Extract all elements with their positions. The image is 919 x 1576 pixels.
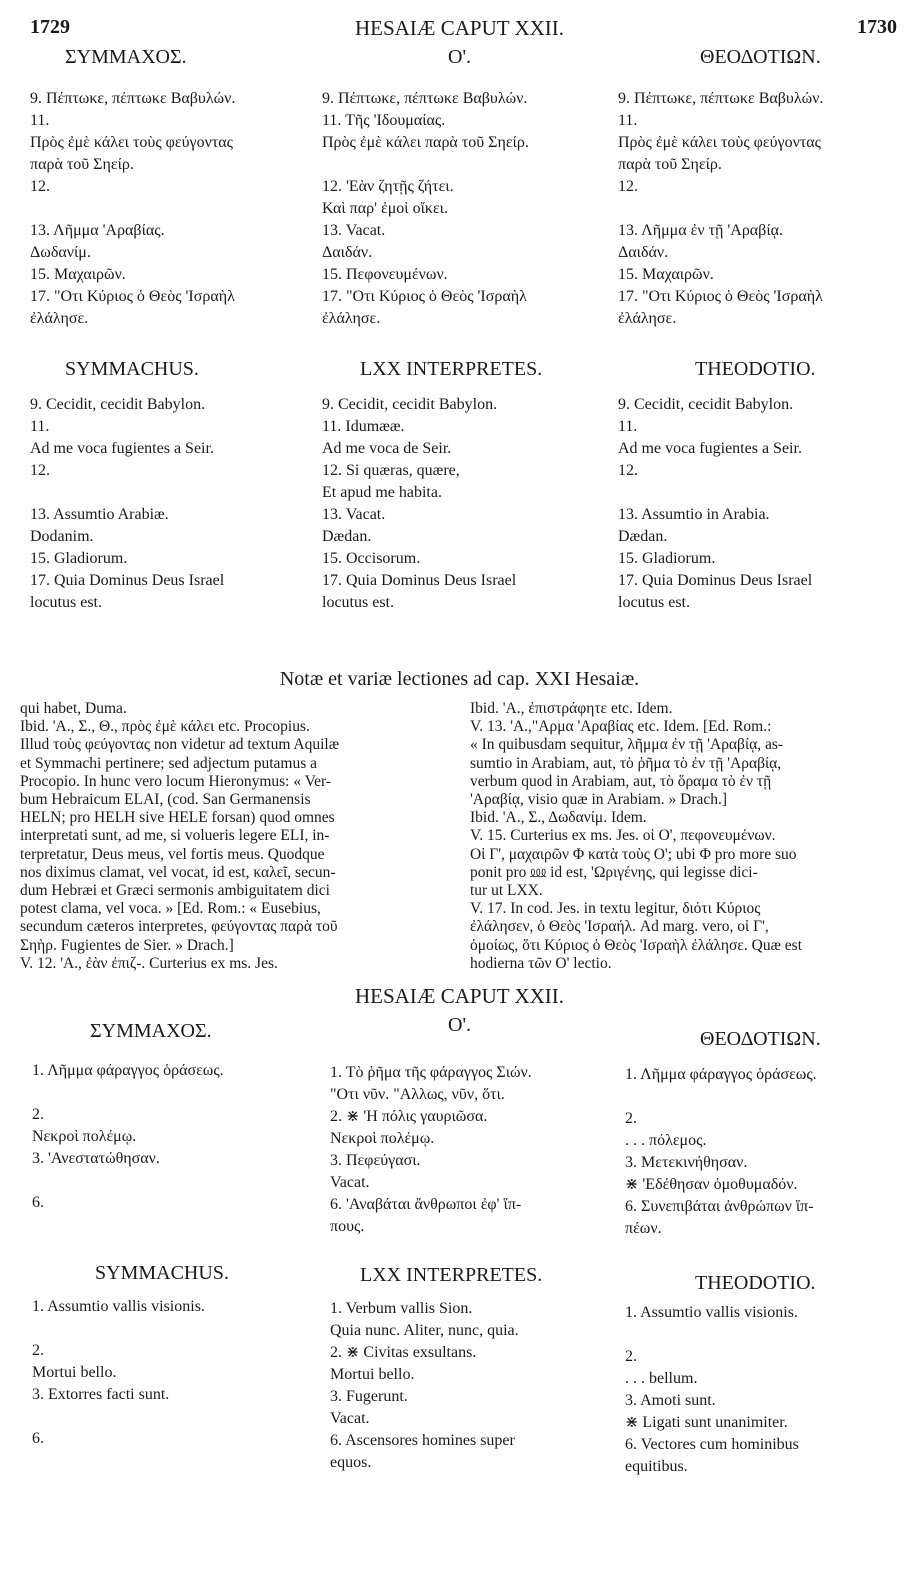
page-number-left: 1729 xyxy=(30,16,70,38)
verse-line: 6. Ascensores homines super xyxy=(330,1432,515,1449)
s2-greek-theodotio-title: ΘΕΟΔΟΤΙΩΝ. xyxy=(700,1028,821,1050)
verse-line: "Οτι νῦν. "Αλλως, νῦν, ὅτι. xyxy=(330,1086,505,1103)
note-line: 'Αραβίᾳ, visio quæ in Arabiam. » Drach.] xyxy=(470,791,728,809)
verse-line: 15. Occisorum. xyxy=(322,550,421,567)
verse-line: Dodanim. xyxy=(30,528,94,545)
verse-line: 12. 'Εὰν ζητῇς ζήτει. xyxy=(322,178,454,195)
verse-line: 11. xyxy=(618,112,638,129)
s2-latin-lxx-block xyxy=(330,1298,519,1474)
note-line: Οἱ Γ', μαχαιρῶν Φ κατὰ τοὺς Ο'; ubi Φ pro more suo xyxy=(470,845,797,863)
verse-line: 9. Πέπτωκε, πέπτωκε Βαβυλών. xyxy=(322,90,528,107)
verse-line xyxy=(30,482,224,504)
verse-line: 1. Verbum vallis Sion. xyxy=(330,1300,473,1317)
note-line: dum Hebræi et Græci sermonis ambiguitatem dici xyxy=(20,882,330,900)
notes-right-column xyxy=(470,700,802,973)
note-line: hodierna τῶν Ο' lectio. xyxy=(470,954,612,972)
s2-latin-theodotio-title: THEODOTIO. xyxy=(695,1272,816,1294)
verse-line: 9. Πέπτωκε, πέπτωκε Βαβυλών. xyxy=(618,90,824,107)
verse-line: 9. Cecidit, cecidit Babylon. xyxy=(30,396,206,413)
note-line: Ibid. 'Α., Σ., Θ., πρὸς ἐμὲ κάλει etc. Procopius. xyxy=(20,718,310,736)
verse-line: Νεκροὶ πολέμῳ. xyxy=(330,1130,435,1147)
verse-line: 11. Τῆς 'Ιδουμαίας. xyxy=(322,112,446,129)
verse-line: locutus est. xyxy=(618,594,690,611)
verse-line: 12. xyxy=(618,178,638,195)
verse-line xyxy=(30,198,235,220)
verse-line: 12. xyxy=(618,462,638,479)
verse-line: Δαιδάν. xyxy=(618,244,669,261)
verse-line: 15. Μαχαιρῶν. xyxy=(30,266,126,283)
note-line: ponit pro ⅏ id est, 'Ωριγένης, qui legisse dici- xyxy=(470,863,758,881)
s2-latin-theodotio-block xyxy=(625,1302,799,1478)
note-line: « In quibusdam sequitur, λῆμμα ἐν τῇ 'Αραβίᾳ, as- xyxy=(470,736,784,754)
verse-line: 15. Πεφονευμένων. xyxy=(322,266,448,283)
verse-line: Πρὸς ἐμὲ κάλει παρὰ τοῦ Σηείρ. xyxy=(322,134,529,151)
verse-line: 3. Μετεκινήθησαν. xyxy=(625,1154,748,1171)
verse-line: πους. xyxy=(330,1218,365,1235)
verse-line: Πρὸς ἐμὲ κάλει τοὺς φεύγοντας xyxy=(30,134,233,151)
verse-line: 11. xyxy=(30,112,50,129)
verse-line: locutus est. xyxy=(322,594,394,611)
verse-line: 9. Πέπτωκε, πέπτωκε Βαβυλών. xyxy=(30,90,236,107)
note-line: secundum cæteros interpretes, φεύγοντας παρὰ τοῦ xyxy=(20,918,338,936)
verse-line: 6. Vectores cum hominibus xyxy=(625,1436,799,1453)
verse-line: 6. Συνεπιβάται ἀνθρώπων ἵπ- xyxy=(625,1198,814,1215)
verse-line: 17. "Οτι Κύριος ὁ Θεὸς 'Ισραὴλ xyxy=(322,288,527,305)
verse-line: Dædan. xyxy=(618,528,668,545)
latin-theodotio-block xyxy=(618,394,812,614)
verse-line: 1. Τὸ ῥῆμα τῆς φάραγγος Σιών. xyxy=(330,1064,532,1081)
verse-line: locutus est. xyxy=(30,594,102,611)
verse-line: . . . πόλεμος. xyxy=(625,1132,707,1149)
greek-symmachus-title: ΣΥΜΜΑΧΟΣ. xyxy=(65,46,187,68)
verse-line: 17. "Οτι Κύριος ὁ Θεὸς 'Ισραὴλ xyxy=(30,288,235,305)
verse-line: πέων. xyxy=(625,1220,662,1237)
verse-line: 17. Quia Dominus Deus Israel xyxy=(30,572,225,589)
note-line: V. 13. 'Α.,"Αρμα 'Αραβίας etc. Idem. [Ed. Rom.: xyxy=(470,718,772,736)
verse-line: 17. Quia Dominus Deus Israel xyxy=(618,572,813,589)
verse-line: Mortui bello. xyxy=(32,1364,117,1381)
verse-line: 15. Gladiorum. xyxy=(30,550,128,567)
verse-line: 12. Si quæras, quære, xyxy=(322,462,460,479)
s2-latin-lxx-title: LXX INTERPRETES. xyxy=(360,1264,543,1286)
note-line: Ibid. 'Α., ἐπιστράφητε etc. Idem. xyxy=(470,700,673,717)
verse-line xyxy=(32,1170,224,1192)
note-line: V. 12. 'Α., ἐὰν ἐπιζ-. Curterius ex ms. Jes. xyxy=(20,954,278,972)
verse-line: 1. Λῆμμα φάραγγος ὁράσεως. xyxy=(32,1062,224,1079)
verse-line xyxy=(625,1324,799,1346)
verse-line: 1. Λῆμμα φάραγγος ὁράσεως. xyxy=(625,1066,817,1083)
verse-line: 13. Vacat. xyxy=(322,506,386,523)
verse-line: 13. Λῆμμα 'Αραβίας. xyxy=(30,222,165,239)
verse-line: 2. xyxy=(625,1348,637,1365)
verse-line: Ad me voca de Seir. xyxy=(322,440,452,457)
verse-line: 3. Extorres facti sunt. xyxy=(32,1386,170,1403)
verse-line: 15. Μαχαιρῶν. xyxy=(618,266,714,283)
verse-line: 3. 'Ανεστατώθησαν. xyxy=(32,1150,160,1167)
greek-theodotio-block xyxy=(618,88,823,330)
verse-line: 13. Assumtio in Arabia. xyxy=(618,506,770,523)
verse-line: 1. Assumtio vallis visionis. xyxy=(625,1304,798,1321)
verse-line: 2. xyxy=(32,1106,44,1123)
note-line: Procopio. In hunc vero locum Hieronymus: « Ver- xyxy=(20,772,332,790)
running-title: HESAIÆ CAPUT XXII. xyxy=(354,16,565,40)
note-line: sumtio in Arabiam, aut, τὸ ῥῆμα τὸ ἐν τῇ 'Αραβίᾳ, xyxy=(470,754,782,772)
verse-line: παρὰ τοῦ Σηείρ. xyxy=(30,156,134,173)
notes-left-column xyxy=(20,700,339,973)
verse-line: 2. ⋇ Civitas exsultans. xyxy=(330,1344,477,1361)
note-line: Σηὴρ. Fugientes de Sier. » Drach.] xyxy=(20,936,234,954)
verse-line: ἐλάλησε. xyxy=(322,310,381,327)
verse-line: 15. Gladiorum. xyxy=(618,550,716,567)
verse-line: 9. Cecidit, cecidit Babylon. xyxy=(322,396,498,413)
verse-line: 3. Amoti sunt. xyxy=(625,1392,716,1409)
note-line: et Symmachi pertinere; sed adjectum putamus a xyxy=(20,754,317,772)
note-line: potest clama, vel voca. » [Ed. Rom.: « Eusebius, xyxy=(20,900,321,918)
s2-greek-symmachus-block xyxy=(32,1060,224,1214)
note-line: Illud τοὺς φεύγοντας non videtur ad textum Aquilæ xyxy=(20,736,340,754)
verse-line xyxy=(618,198,823,220)
verse-line: 13. Vacat. xyxy=(322,222,386,239)
verse-line: 12. xyxy=(30,178,50,195)
note-line: tur ut LXX. xyxy=(470,882,543,900)
note-line: terpretatur, Deus meus, vel fortis meus. Quodque xyxy=(20,845,325,863)
verse-line: 17. Quia Dominus Deus Israel xyxy=(322,572,517,589)
latin-lxx-block xyxy=(322,394,516,614)
verse-line xyxy=(618,482,812,504)
verse-line: Νεκροὶ πολέμῳ. xyxy=(32,1128,137,1145)
verse-line: equitibus. xyxy=(625,1458,688,1475)
note-line: HELN; pro HELH sive HELE forsan) quod omnes xyxy=(20,809,335,827)
verse-line: 13. Λῆμμα ἐν τῇ 'Αραβίᾳ. xyxy=(618,222,784,239)
s2-greek-theodotio-block xyxy=(625,1064,817,1240)
verse-line: 11. xyxy=(30,418,50,435)
verse-line xyxy=(32,1082,224,1104)
note-line: V. 15. Curterius ex ms. Jes. οἱ Ο', πεφονευμένων. xyxy=(470,827,776,845)
verse-line: 3. Πεφεύγασι. xyxy=(330,1152,421,1169)
verse-line xyxy=(32,1406,205,1428)
verse-line: Dædan. xyxy=(322,528,372,545)
verse-line: 11. Idumææ. xyxy=(322,418,405,435)
verse-line: 12. xyxy=(30,462,50,479)
verse-line: ⋇ 'Εδέθησαν ὁμοθυμαδόν. xyxy=(625,1176,798,1193)
note-line: Ibid. 'Α., Σ., Δωδανίμ. Idem. xyxy=(470,809,647,827)
verse-line: Vacat. xyxy=(330,1174,370,1191)
verse-line: 2. xyxy=(32,1342,44,1359)
note-line: V. 17. In cod. Jes. in textu legitur, διότι Κύριος xyxy=(470,900,761,918)
verse-line: Δωδανίμ. xyxy=(30,244,91,261)
greek-theodotio-title: ΘΕΟΔΟΤΙΩΝ. xyxy=(700,46,821,68)
verse-line: Quia nunc. Aliter, nunc, quia. xyxy=(330,1322,519,1339)
verse-line: 2. xyxy=(625,1110,637,1127)
verse-line xyxy=(32,1318,205,1340)
verse-line xyxy=(625,1086,817,1108)
verse-line: Mortui bello. xyxy=(330,1366,415,1383)
verse-line: Ad me voca fugientes a Seir. xyxy=(30,440,214,457)
verse-line: 6. xyxy=(32,1430,44,1447)
verse-line: equos. xyxy=(330,1454,372,1471)
verse-line: 6. 'Αναβάται ἄνθρωποι ἐφ' ἵπ- xyxy=(330,1196,522,1213)
verse-line: ἐλάλησε. xyxy=(618,310,677,327)
note-line: ὁμοίως, ὅτι Κύριος ὁ Θεὸς 'Ισραὴλ ἐλάλησε. Quæ est xyxy=(470,936,803,954)
note-line: ἐλάλησεν, ὁ Θεὸς 'Ισραήλ. Ad marg. vero, οἱ Γ', xyxy=(470,918,769,936)
verse-line: 2. ⋇ 'Η πόλις γαυριῶσα. xyxy=(330,1108,488,1125)
verse-line: 3. Fugerunt. xyxy=(330,1388,408,1405)
verse-line: 1. Assumtio vallis visionis. xyxy=(32,1298,205,1315)
note-line: verbum quod in Arabiam, aut, τὸ ὅραμα τὸ ἐν τῇ xyxy=(470,772,772,790)
verse-line: παρὰ τοῦ Σηείρ. xyxy=(618,156,722,173)
latin-theodotio-title: THEODOTIO. xyxy=(695,358,816,380)
notes-title: Notæ et variæ lectiones ad cap. XXI Hesaiæ. xyxy=(279,668,640,690)
note-line: nos diximus clamat, vel vocat, id est, καλεῖ, secun- xyxy=(20,863,336,881)
note-line: interpretati sunt, ad me, si volueris legere ELI, in- xyxy=(20,827,330,845)
greek-symmachus-block xyxy=(30,88,235,330)
verse-line xyxy=(322,154,529,176)
verse-line: Δαιδάν. xyxy=(322,244,373,261)
verse-line: 9. Cecidit, cecidit Babylon. xyxy=(618,396,794,413)
greek-lxx-title: Ο'. xyxy=(448,46,472,68)
note-line: qui habet, Duma. xyxy=(20,700,127,717)
s2-greek-lxx-block xyxy=(330,1062,532,1238)
verse-line: ἐλάλησε. xyxy=(30,310,89,327)
greek-lxx-block xyxy=(322,88,529,330)
verse-line: . . . bellum. xyxy=(625,1370,698,1387)
verse-line: Πρὸς ἐμὲ κάλει τοὺς φεύγοντας xyxy=(618,134,821,151)
latin-symmachus-title: SYMMACHUS. xyxy=(65,358,199,380)
verse-line: Ad me voca fugientes a Seir. xyxy=(618,440,802,457)
s2-latin-symmachus-block xyxy=(32,1296,205,1450)
verse-line: 13. Assumtio Arabiæ. xyxy=(30,506,169,523)
verse-line: 6. xyxy=(32,1194,44,1211)
s2-greek-symmachus-title: ΣΥΜΜΑΧΟΣ. xyxy=(90,1020,212,1042)
verse-line: 11. xyxy=(618,418,638,435)
verse-line: Vacat. xyxy=(330,1410,370,1427)
section2-title: HESAIÆ CAPUT XXII. xyxy=(354,984,565,1008)
page-number-right: 1730 xyxy=(857,16,897,38)
verse-line: Et apud me habita. xyxy=(322,484,442,501)
latin-symmachus-block xyxy=(30,394,224,614)
latin-lxx-title: LXX INTERPRETES. xyxy=(360,358,543,380)
s2-latin-symmachus-title: SYMMACHUS. xyxy=(95,1262,229,1284)
verse-line: ⋇ Ligati sunt unanimiter. xyxy=(625,1414,788,1431)
verse-line: 17. "Οτι Κύριος ὁ Θεὸς 'Ισραὴλ xyxy=(618,288,823,305)
note-line: bum Hebraicum ELAI, (cod. San Germanensis xyxy=(20,791,311,809)
verse-line: Καὶ παρ' ἐμοὶ οἴκει. xyxy=(322,200,448,217)
s2-greek-lxx-title: Ο'. xyxy=(448,1014,472,1036)
